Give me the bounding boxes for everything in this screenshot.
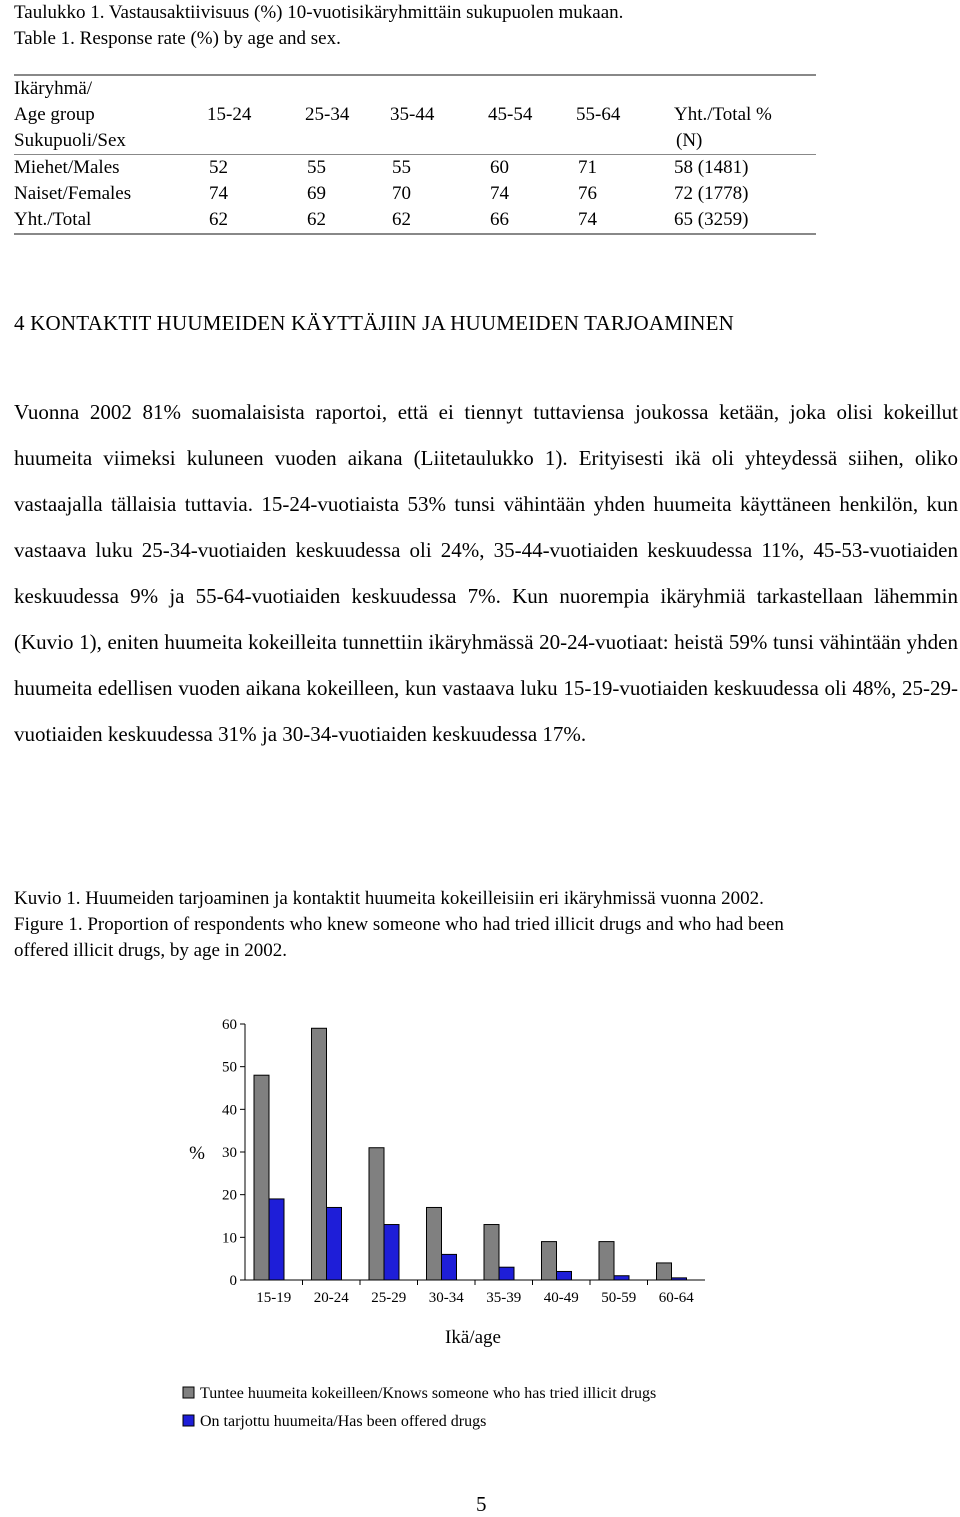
bar-knows-someone xyxy=(542,1242,557,1280)
bar-offered-drugs xyxy=(269,1199,284,1280)
table-cell-total: 72 (1778) xyxy=(674,183,749,204)
bar-offered-drugs xyxy=(499,1267,514,1280)
table-cell: 69 xyxy=(307,183,326,204)
legend-swatch-offered-drugs xyxy=(183,1415,194,1426)
table-cell: 60 xyxy=(490,157,509,178)
header-age-45-54: 45-54 xyxy=(488,104,533,125)
legend-label-offered-drugs: On tarjottu huumeita/Has been offered drugs xyxy=(200,1413,487,1430)
header-age-55-64: 55-64 xyxy=(576,104,621,125)
table-cell: 76 xyxy=(578,183,597,204)
row-label: Yht./Total xyxy=(14,209,92,230)
bar-knows-someone xyxy=(369,1148,384,1280)
table-cell: 62 xyxy=(392,209,411,230)
figure-caption-en-line1: Figure 1. Proportion of respondents who knew someone who had tried illicit drugs and who had been xyxy=(14,914,784,935)
table-cell: 74 xyxy=(490,183,509,204)
y-tick-label: 10 xyxy=(222,1230,237,1247)
table-caption-fi: Taulukko 1. Vastausaktiivisuus (%) 10-vuotisikäryhmittäin sukupuolen mukaan. xyxy=(14,2,624,23)
y-tick-label: 60 xyxy=(222,1017,237,1033)
header-age-15-24: 15-24 xyxy=(207,104,252,125)
body-paragraph: Vuonna 2002 81% suomalaisista raportoi, että ei tiennyt tuttaviensa joukossa ketään, joka olisi kokeillut huumeita viimeksi kuluneen vuoden aikana (Liitetaulukko 1). Erityisesti ikä oli yhteydessä siihen, oliko vastaajalla tällaisia tuttavia. 15-24-vuotiaista 53% tunsi vähintään yhden huumeita käyttäneen henkilön, kun vastaava luku 25-34-vuotiaiden keskuudessa oli 24%, 35-44-vuotiaiden keskuudessa 11%, 45-53-vuotiaiden keskuudessa 9% ja 55-64-vuotiaiden keskuudessa 7%. Kun nuorempia ikäryhmiä tarkastellaan lähemmin (Kuvio 1), eniten huumeita kokeilleita tunnettiin ikäryhmässä 20-24-vuotiaat: heistä 59% tunsi vähintään yhden huumeita edellisen vuoden aikana kokeilleen, kun vastaava luku 15-19-vuotiaiden keskuudessa oli 48%, 25-29-vuotiaiden keskuudessa 31% ja 30-34-vuotiaiden keskuudessa 17%. xyxy=(14,400,958,746)
x-tick-label: 50-59 xyxy=(601,1290,637,1306)
x-tick-label: 60-64 xyxy=(658,1290,694,1306)
table-cell: 74 xyxy=(578,209,597,230)
table-cell: 55 xyxy=(392,157,411,178)
table-cell: 74 xyxy=(209,183,228,204)
y-tick-label: 50 xyxy=(222,1059,237,1076)
bar-knows-someone xyxy=(254,1075,269,1280)
header-age-25-34: 25-34 xyxy=(305,104,350,125)
header-total: Yht./Total % xyxy=(674,104,772,125)
row-label: Naiset/Females xyxy=(14,183,132,204)
header-age-35-44: 35-44 xyxy=(390,104,435,125)
figure-caption-en-line2: offered illicit drugs, by age in 2002. xyxy=(14,940,287,961)
bar-knows-someone xyxy=(312,1028,327,1280)
header-label-sex: Sukupuoli/Sex xyxy=(14,130,126,151)
header-label-age-group: Age group xyxy=(14,104,95,125)
y-tick-label: 30 xyxy=(222,1145,237,1161)
bar-knows-someone xyxy=(427,1207,442,1280)
table-cell: 62 xyxy=(307,209,326,230)
header-label-age-group-fi: Ikäryhmä/ xyxy=(14,78,93,99)
table-cell: 66 xyxy=(490,209,509,230)
table-cell-total: 58 (1481) xyxy=(674,157,749,178)
legend-label-knows-someone: Tuntee huumeita kokeilleen/Knows someone who has tried illicit drugs xyxy=(200,1385,657,1402)
table-cell: 71 xyxy=(578,157,597,178)
page-number: 5 xyxy=(476,1492,487,1516)
y-tick-label: 20 xyxy=(222,1187,237,1204)
bar-offered-drugs xyxy=(672,1278,687,1280)
x-tick-label: 20-24 xyxy=(313,1290,349,1306)
section-heading: 4 KONTAKTIT HUUMEIDEN KÄYTTÄJIIN JA HUUMEIDEN TARJOAMINEN xyxy=(14,311,735,335)
x-axis-label: Ikä/age xyxy=(445,1327,501,1348)
y-tick-label: 40 xyxy=(222,1102,237,1119)
bar-knows-someone xyxy=(599,1242,614,1280)
table-cell-total: 65 (3259) xyxy=(674,209,749,230)
table-cell: 62 xyxy=(209,209,228,230)
bar-offered-drugs xyxy=(557,1271,572,1280)
bar-knows-someone xyxy=(484,1225,499,1280)
table-cell: 52 xyxy=(209,157,228,178)
figure-caption-fi: Kuvio 1. Huumeiden tarjoaminen ja kontaktit huumeita kokeilleisiin eri ikäryhmissä vuonna 2002. xyxy=(14,888,764,909)
x-tick-label: 15-19 xyxy=(256,1290,292,1306)
row-label: Miehet/Males xyxy=(14,157,120,178)
bar-offered-drugs xyxy=(442,1254,457,1280)
table-cell: 55 xyxy=(307,157,326,178)
bar-knows-someone xyxy=(657,1263,672,1280)
x-tick-label: 30-34 xyxy=(428,1290,464,1306)
table-cell: 70 xyxy=(392,183,411,204)
x-tick-label: 25-29 xyxy=(371,1290,407,1306)
y-axis-label: % xyxy=(189,1143,205,1164)
y-tick-label: 0 xyxy=(229,1273,237,1289)
legend-swatch-knows-someone xyxy=(183,1387,194,1398)
bar-offered-drugs xyxy=(327,1207,342,1280)
bar-offered-drugs xyxy=(384,1225,399,1280)
x-tick-label: 35-39 xyxy=(486,1290,522,1306)
bar-offered-drugs xyxy=(614,1276,629,1280)
header-total-n: (N) xyxy=(676,130,703,151)
x-tick-label: 40-49 xyxy=(543,1290,579,1306)
table-caption-en: Table 1. Response rate (%) by age and sex. xyxy=(14,28,341,49)
